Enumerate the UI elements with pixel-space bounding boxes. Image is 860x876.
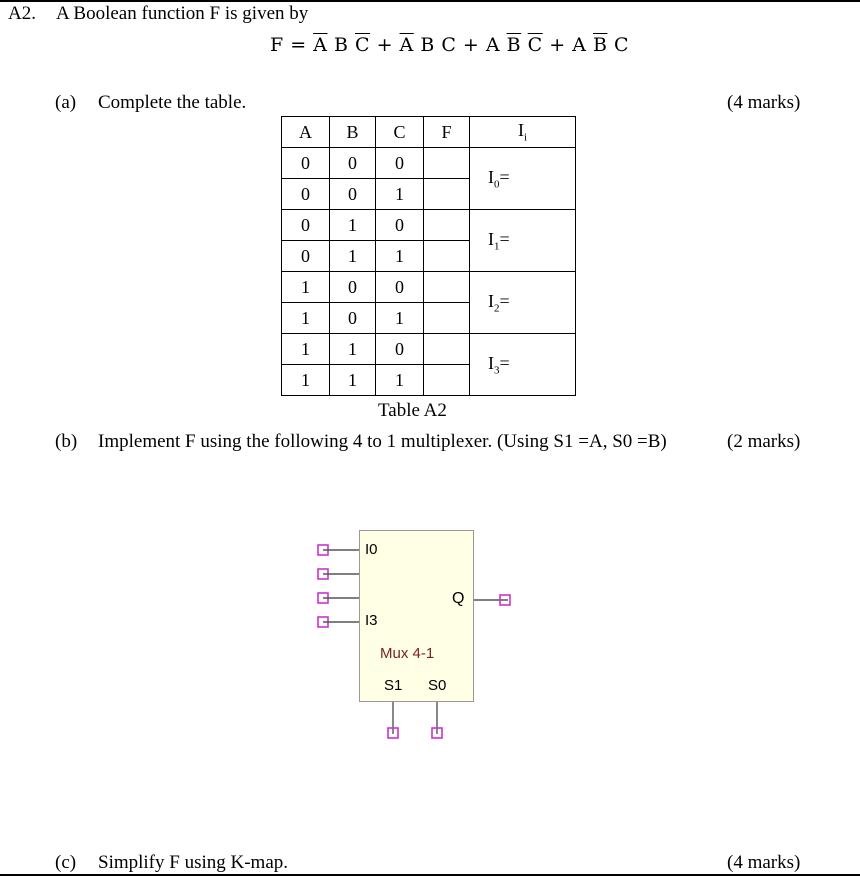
question-statement: A Boolean function F is given by bbox=[56, 3, 309, 24]
table-cell: 0 bbox=[330, 272, 376, 303]
mux-output-label: Q bbox=[452, 590, 465, 607]
part-c-text: Simplify F using K-map. bbox=[98, 852, 289, 873]
mux-select-s1-label: S1 bbox=[384, 677, 403, 694]
plus-operator: + bbox=[456, 34, 486, 56]
mux-title: Mux 4-1 bbox=[380, 645, 435, 662]
equation-literal: A bbox=[485, 34, 501, 56]
table-header-b: B bbox=[330, 117, 376, 148]
table-cell: 1 bbox=[330, 365, 376, 396]
table-cell: 0 bbox=[282, 179, 330, 210]
question-number: A2. bbox=[8, 3, 36, 24]
i-answer-cell[interactable]: $I_2=$ bbox=[470, 272, 576, 334]
part-b-text: Implement F using the following 4 to 1 multiplexer. (Using S1 =A, S0 =B) bbox=[98, 431, 667, 452]
equation-literal: $\overline{B}$ bbox=[593, 34, 608, 56]
mux-select-s0-label: S0 bbox=[428, 677, 447, 694]
table-header-c: C bbox=[376, 117, 424, 148]
table-cell: 1 bbox=[282, 334, 330, 365]
table-cell: 0 bbox=[376, 148, 424, 179]
table-cell: 0 bbox=[282, 148, 330, 179]
part-a-label: (a) bbox=[55, 92, 77, 113]
part-b-marks: (2 marks) bbox=[727, 431, 801, 452]
equation-literal: $\overline{C}$ bbox=[354, 34, 371, 56]
equation-literal: $\overline{A}$ bbox=[399, 34, 414, 56]
table-cell: 1 bbox=[330, 241, 376, 272]
table-header-ii: $I_i$ bbox=[470, 117, 576, 148]
plus-operator: + bbox=[542, 34, 573, 56]
table-cell: 0 bbox=[376, 272, 424, 303]
plus-operator: + bbox=[370, 34, 400, 56]
i-answer-cell[interactable]: $I_1=$ bbox=[470, 210, 576, 272]
part-c-marks: (4 marks) bbox=[727, 852, 801, 873]
equation-literal: $\overline{C}$ bbox=[527, 34, 543, 56]
mux-input-i0-label: I0 bbox=[365, 541, 378, 558]
equation-literal: C bbox=[441, 34, 457, 56]
table-cell: 0 bbox=[330, 179, 376, 210]
table-cell: 1 bbox=[376, 241, 424, 272]
table-cell: 0 bbox=[376, 334, 424, 365]
table-cell: 0 bbox=[376, 210, 424, 241]
table-header-f: F bbox=[424, 117, 470, 148]
i-answer-cell[interactable]: $I_0=$ bbox=[470, 148, 576, 210]
table-cell: 1 bbox=[330, 210, 376, 241]
equation-literal: A bbox=[572, 34, 587, 56]
equation-literal: B bbox=[333, 34, 349, 56]
table-cell: 1 bbox=[376, 179, 424, 210]
table-cell: 1 bbox=[282, 365, 330, 396]
part-c-label: (c) bbox=[55, 852, 77, 873]
part-a-text: Complete the table. bbox=[98, 92, 247, 113]
table-cell: 0 bbox=[282, 241, 330, 272]
i-answer-cell[interactable]: $I_3=$ bbox=[470, 334, 576, 396]
table-cell: 1 bbox=[376, 365, 424, 396]
table-cell: 1 bbox=[376, 303, 424, 334]
table-cell: 0 bbox=[330, 148, 376, 179]
equation-literal: $\overline{B}$ bbox=[506, 34, 522, 56]
table-cell: 1 bbox=[282, 272, 330, 303]
equation-prefix: F = bbox=[270, 34, 314, 56]
table-cell: 0 bbox=[330, 303, 376, 334]
table-cell: 1 bbox=[282, 303, 330, 334]
part-a-marks: (4 marks) bbox=[727, 92, 801, 113]
equation-literal: B bbox=[420, 34, 435, 56]
table-cell: 1 bbox=[330, 334, 376, 365]
part-b-label: (b) bbox=[55, 431, 78, 452]
table-cell: 0 bbox=[282, 210, 330, 241]
equation-literal: $\overline{A}$ bbox=[313, 34, 328, 56]
mux-input-i3-label: I3 bbox=[365, 612, 378, 629]
input-wires bbox=[323, 550, 359, 622]
equation-literal: C bbox=[614, 34, 630, 56]
table-header-a: A bbox=[282, 117, 330, 148]
table-caption: Table A2 bbox=[378, 400, 447, 421]
input-pins bbox=[318, 545, 328, 627]
